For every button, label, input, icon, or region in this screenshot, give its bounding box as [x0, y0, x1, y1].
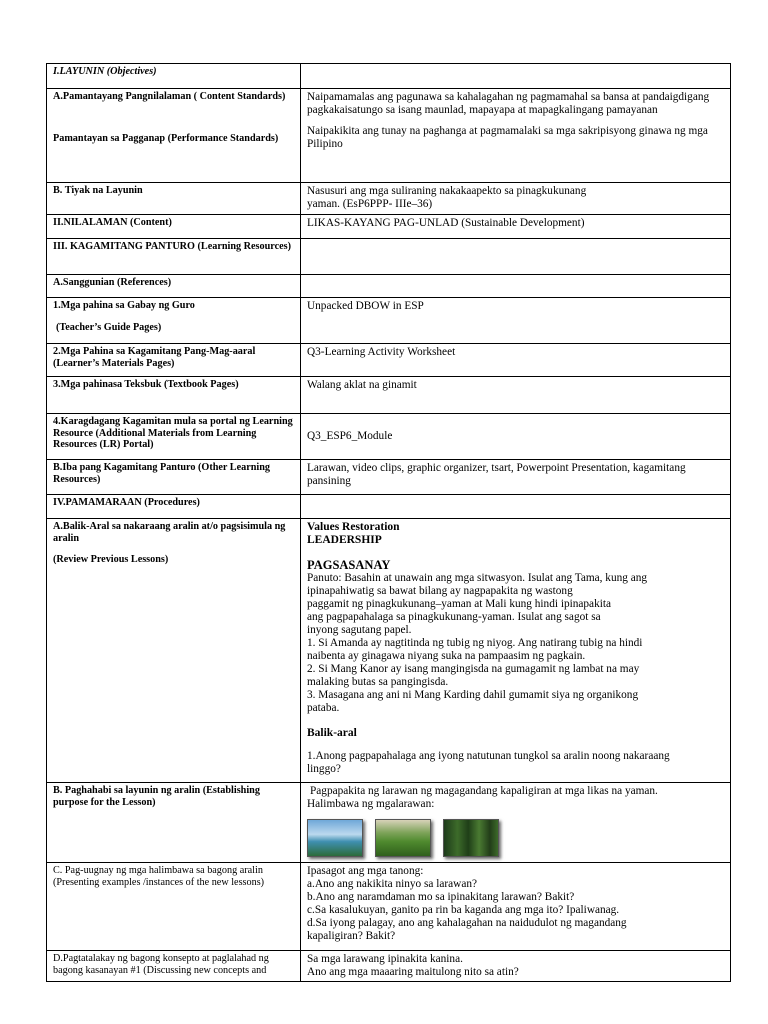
discussion-line-1: Sa mga larawang ipinakita kanina. [307, 953, 463, 965]
row-discussion [47, 951, 731, 982]
specific-objectives-value [301, 183, 731, 215]
discussion-value [301, 951, 731, 982]
content-standards-text: Naipamamalas ang pagunawa sa kahalagahan ng pagmamahal sa bansa at pandaigdigang pagkakaisatungo sa isang maunlad, mapayapa at mapagkalingang pamayanan [307, 91, 710, 116]
other-resources-label: B.Iba pang Kagamitang Panturo (Other Learning Resources) [47, 460, 301, 495]
row-tg-pages [47, 298, 731, 344]
review-title: A.Balik-Aral sa nakaraang aralin at/o pagsisimula ng aralin [53, 521, 286, 544]
row-review [47, 519, 731, 783]
review-text-line: 1. Si Amanda ay nagtitinda ng tubig ng niyog. Ang natirang tubig na hindi [307, 637, 643, 649]
performance-standards-text: Naipakikita ang tunay na paghanga at pagmamalaki sa mga sakripisyong ginawa ng mga Pilipino [307, 125, 708, 150]
lr-portal-label: 4.Karagdagang Kagamitan mula sa portal ng Learning Resource (Additional Materials from Learning Resources (LR) Portal) [47, 414, 301, 460]
example-question-line: a.Ano ang nakikita ninyo sa larawan? [307, 878, 478, 890]
example-question-line: d.Sa iyong palagay, ano ang kahalagahan na naidudulot ng magandang [307, 917, 627, 929]
example-question-line: c.Sa kasalukuyan, ganito pa rin ba kaganda ang mga ito? Ipaliwanag. [307, 904, 620, 916]
example-question-line: Ipasagot ang mga tanong: [307, 865, 424, 877]
specific-objectives-label: B. Tiyak na Layunin [47, 183, 301, 215]
tg-pages-subtitle: (Teacher’s Guide Pages) [56, 321, 162, 333]
row-objectives [47, 64, 731, 89]
tg-pages-label [47, 298, 301, 344]
values-restoration-heading: Values Restoration [307, 521, 400, 533]
row-lm-pages [47, 344, 731, 377]
learning-resources-value [301, 239, 731, 275]
tg-pages-title: 1.Mga pahina sa Gabay ng Guro [53, 300, 195, 311]
content-standards-value [301, 89, 731, 183]
content-label: II.NILALAMAN (Content) [47, 215, 301, 239]
content-value: LIKAS-KAYANG PAG-UNLAD (Sustainable Development) [301, 215, 731, 239]
review-subtitle: (Review Previous Lessons) [53, 554, 169, 566]
review-label [47, 519, 301, 783]
row-learning-resources [47, 239, 731, 275]
balik-aral-heading: Balik-aral [307, 727, 357, 739]
review-text-line: paggamit ng pinagkukunang–yaman at Mali kung hindi ipinapakita [307, 598, 612, 610]
discussion-label: D.Pagtatalakay ng bagong konsepto at paglalahad ng bagong kasanayan #1 (Discussing new concepts and [47, 951, 301, 982]
purpose-label: B. Paghahabi sa layunin ng aralin (Establishing purpose for the Lesson) [47, 783, 301, 863]
examples-value [301, 863, 731, 951]
example-images [307, 819, 725, 857]
row-examples [47, 863, 731, 951]
row-other-resources [47, 460, 731, 495]
review-text-line: ang pagpapahalaga sa pinagkukunang-yaman. Isulat ang sagot sa [307, 611, 601, 623]
review-text-line: naibenta ay ginagawa niyang suka na pampaasim ng pagkain. [307, 650, 586, 662]
nature-image-3 [443, 819, 499, 857]
review-text-line: 3. Masagana ang ani ni Mang Karding dahil gumamit siya ng organikong [307, 689, 639, 701]
other-resources-value: Larawan, video clips, graphic organizer, tsart, Powerpoint Presentation, kagamitang pansining [301, 460, 731, 495]
examples-label: C. Pag-uugnay ng mga halimbawa sa bagong aralin (Presenting examples /instances of the new lessons) [47, 863, 301, 951]
review-text-line: pataba. [307, 702, 340, 714]
review-text-line: inyong sagutang papel. [307, 624, 412, 636]
purpose-line-1: Pagpapakita ng larawan ng magagandang kapaligiran at mga likas na yaman. [310, 785, 658, 797]
example-question-line: kapaligiran? Bakit? [307, 930, 396, 942]
review-question-line-1: 1.Anong pagpapahalaga ang iyong natutunan tungkol sa aralin noong nakaraang [307, 749, 670, 762]
review-question-line-2: linggo? [307, 762, 341, 775]
references-value [301, 275, 731, 298]
row-specific-objectives [47, 183, 731, 215]
review-text-line: Panuto: Basahin at unawain ang mga sitwasyon. Isulat ang Tama, kung ang [307, 572, 648, 584]
examples-questions [307, 865, 725, 943]
pagsasanay-heading: PAGSASANAY [307, 558, 391, 572]
review-text-line: ipinapahiwatig sa bawat bilang ay nagpapakita ng wastong [307, 585, 573, 597]
lm-pages-value: Q3-Learning Activity Worksheet [301, 344, 731, 377]
purpose-value [301, 783, 731, 863]
content-standards-title: A.Pamantayang Pangnilalaman ( Content Standards) [53, 91, 286, 102]
procedures-value [301, 495, 731, 519]
textbook-pages-value: Walang aklat na ginamit [301, 377, 731, 414]
objectives-value [301, 64, 731, 89]
discussion-line-2: Ano ang mga maaaring maitulong nito sa atin? [307, 966, 519, 978]
review-text-line: 2. Si Mang Kanor ay isang mangingisda na gumagamit ng lambat na may [307, 663, 640, 675]
specific-objectives-line-2: yaman. (EsP6PPP- IIIe–36) [307, 198, 433, 210]
lesson-plan-table [46, 63, 731, 982]
content-standards-label [47, 89, 301, 183]
nature-image-2 [375, 819, 431, 857]
tg-pages-value: Unpacked DBOW in ESP [301, 298, 731, 344]
row-purpose [47, 783, 731, 863]
leadership-heading: LEADERSHIP [307, 533, 382, 546]
purpose-line-2: Halimbawa ng mgalarawan: [307, 798, 435, 810]
lm-pages-label: 2.Mga Pahina sa Kagamitang Pang-Mag-aaral (Learner’s Materials Pages) [47, 344, 301, 377]
lr-portal-value: Q3_ESP6_Module [301, 414, 731, 460]
learning-resources-label: III. KAGAMITANG PANTURO (Learning Resources) [47, 239, 301, 275]
review-value [301, 519, 731, 783]
references-label: A.Sanggunian (References) [47, 275, 301, 298]
row-procedures [47, 495, 731, 519]
row-content [47, 215, 731, 239]
row-lr-portal [47, 414, 731, 460]
row-references [47, 275, 731, 298]
row-textbook-pages [47, 377, 731, 414]
procedures-label: IV.PAMAMARAAN (Procedures) [47, 495, 301, 519]
performance-standards-title: Pamantayan sa Pagganap (Performance Standards) [53, 132, 279, 144]
example-question-line: b.Ano ang naramdaman mo sa ipinakitang larawan? Bakit? [307, 891, 575, 903]
specific-objectives-line-1: Nasusuri ang mga suliraning nakakaapekto sa pinagkukunang [307, 185, 587, 197]
row-content-standards [47, 89, 731, 183]
nature-image-1 [307, 819, 363, 857]
review-text-line: malaking butas sa pangingisda. [307, 676, 449, 688]
textbook-pages-label: 3.Mga pahinasa Teksbuk (Textbook Pages) [47, 377, 301, 414]
review-instructions [307, 572, 725, 715]
objectives-label: I.LAYUNIN (Objectives) [47, 64, 301, 89]
